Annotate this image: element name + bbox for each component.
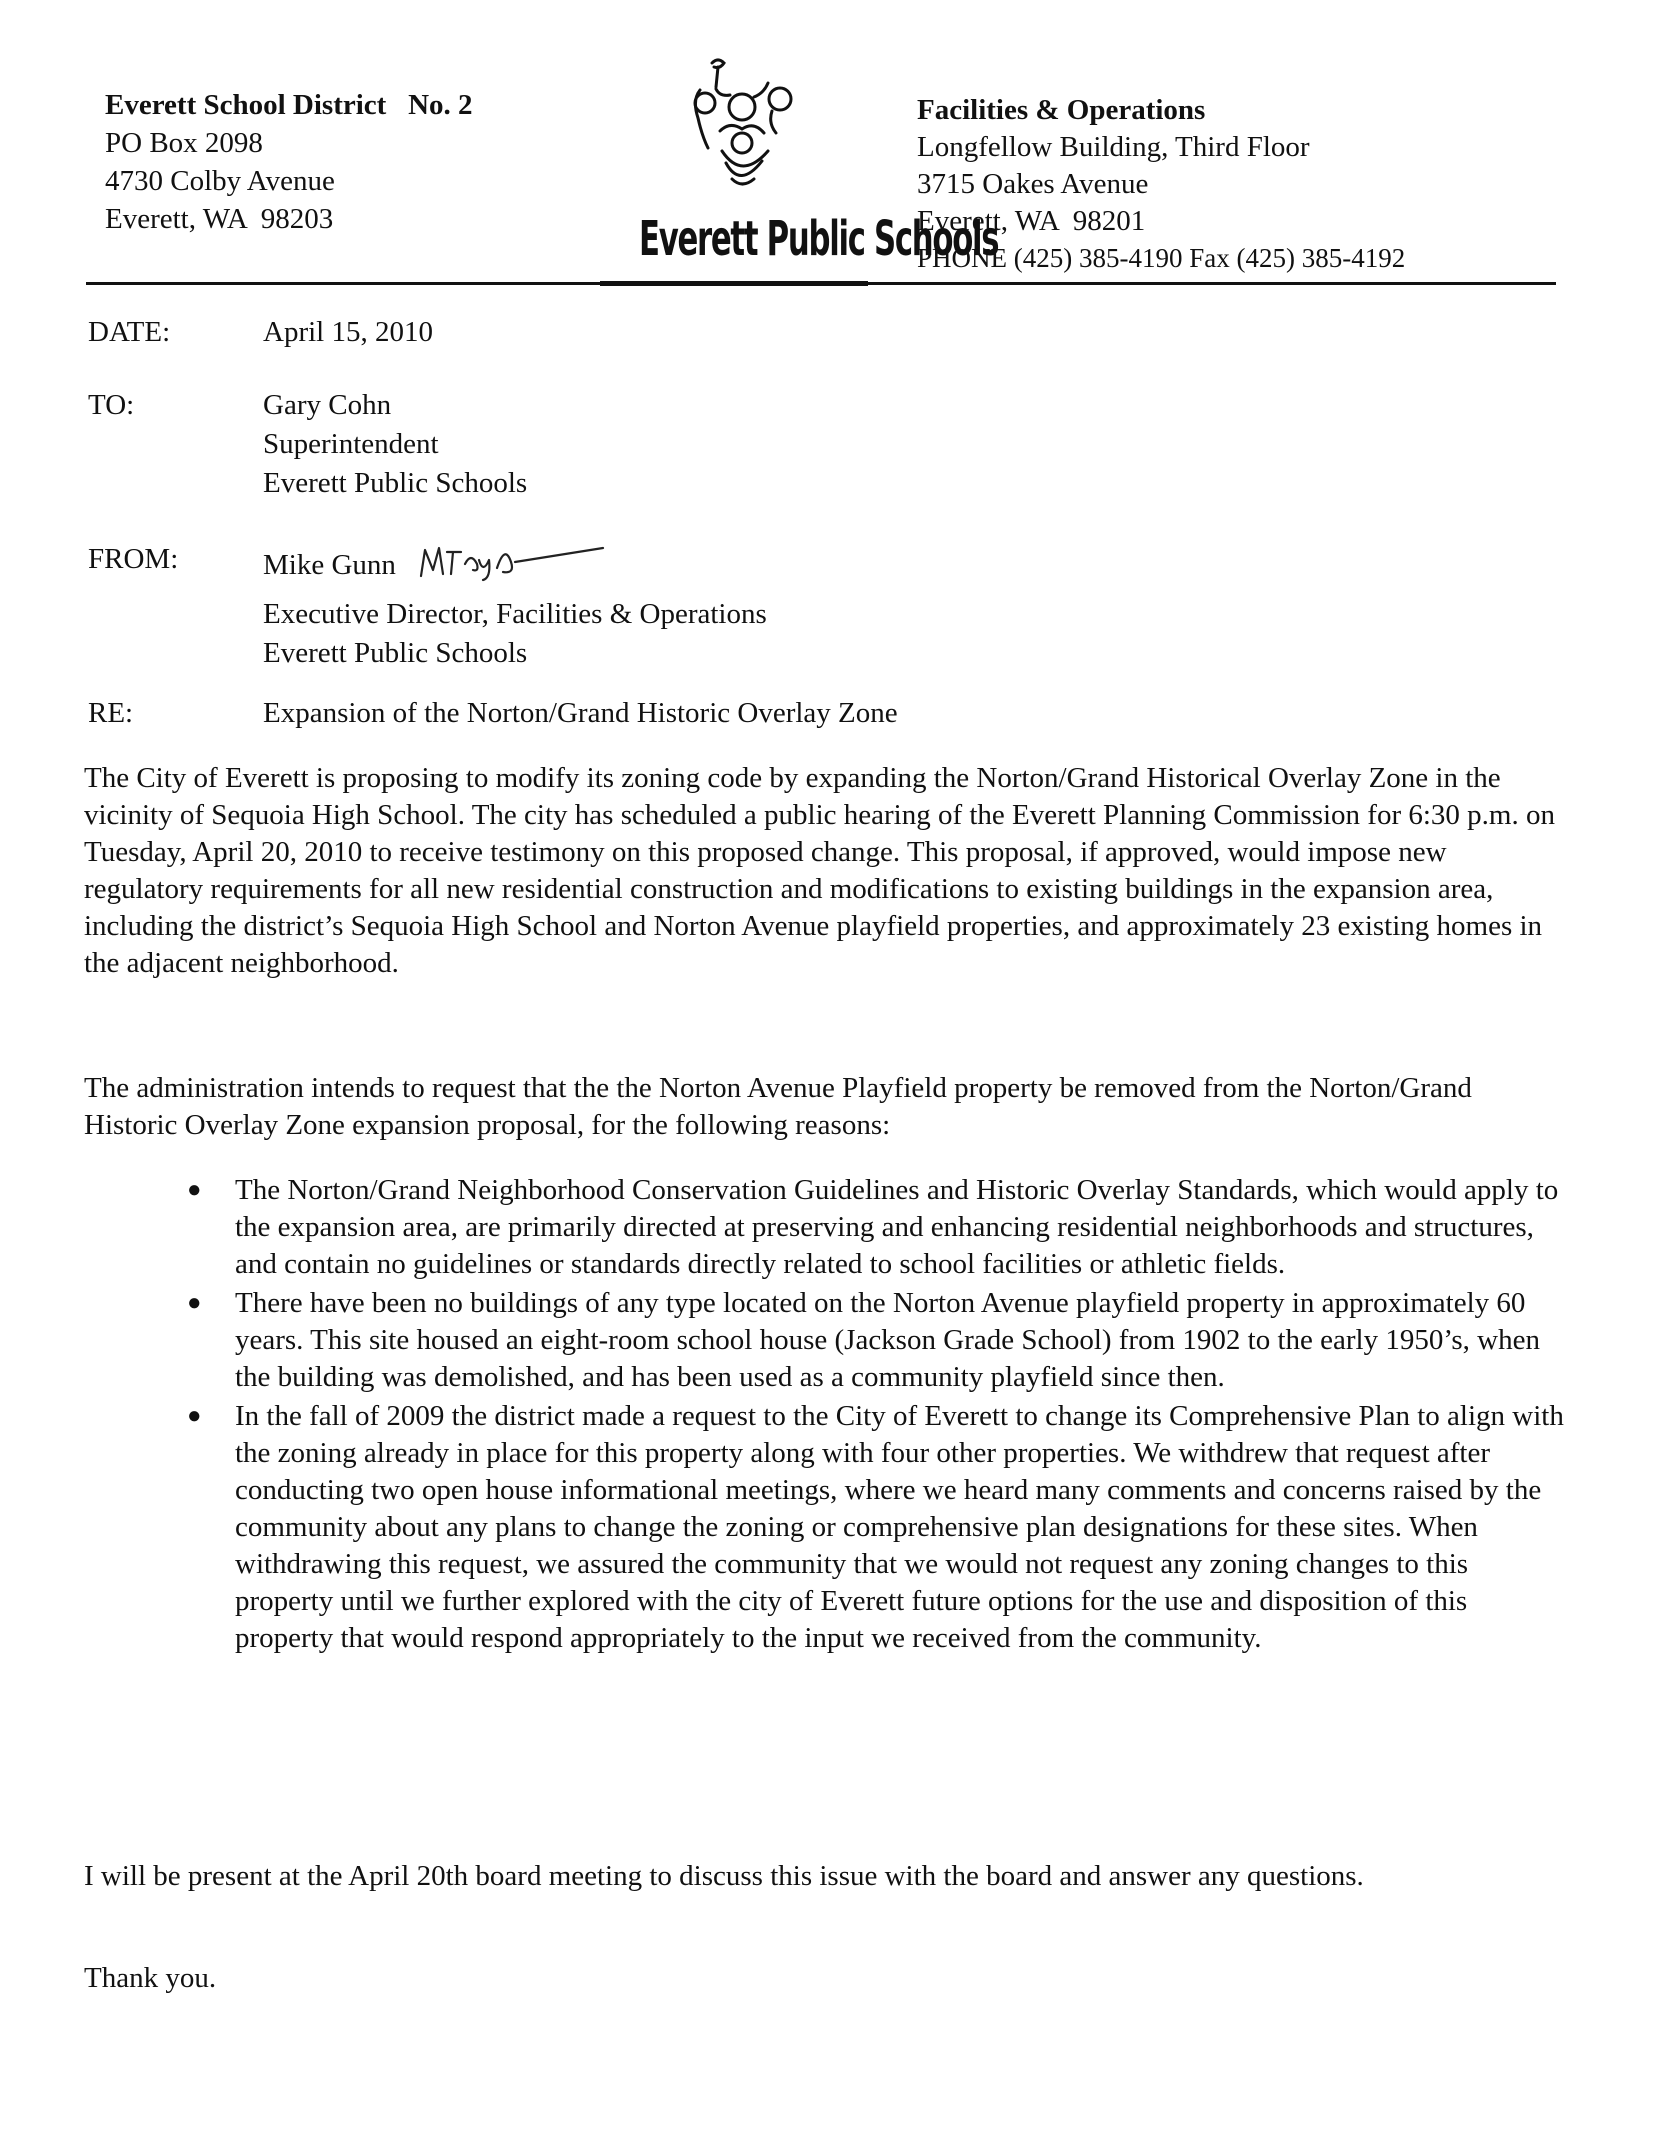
from-label: FROM:	[88, 543, 179, 575]
date-value: April 15, 2010	[263, 316, 433, 348]
district-name: Everett School District No. 2	[105, 89, 473, 121]
district-city: Everett, WA 98203	[105, 203, 334, 235]
re-value: Expansion of the Norton/Grand Historic Overlay Zone	[263, 697, 898, 729]
from-title: Executive Director, Facilities & Operations	[263, 598, 767, 630]
from-name-line	[263, 540, 1363, 595]
district-address-block	[105, 86, 473, 238]
department-address-block	[917, 92, 1557, 277]
to-name: Gary Cohn	[263, 389, 392, 421]
intro-paragraph: The City of Everett is proposing to modify its zoning code by expanding the Norton/Grand Historical Overlay Zone in the vicinity of Sequoia High School. The city has scheduled a public hearing of the Everett Planning Commission for 6:30 p.m. on Tuesday, April 20, 2010 to receive testimony on this proposed change. This proposal, if approved, would impose new regulatory requirements for all new residential construction and modifications to existing buildings in the expansion area, including the district’s Sequoia High School and Norton Avenue playfield properties, and approximately 23 existing homes in the adjacent neighborhood.	[84, 762, 1555, 979]
header-divider	[86, 282, 1556, 285]
bullet-icon: ●	[187, 1177, 202, 1203]
from-organization: Everett Public Schools	[263, 637, 528, 669]
date-label: DATE:	[88, 316, 171, 348]
signoff: Thank you.	[84, 1962, 217, 1994]
district-street: 4730 Colby Avenue	[105, 165, 335, 197]
closing-paragraph: I will be present at the April 20th board meeting to discuss this issue with the board and answer any questions.	[84, 1860, 1364, 1892]
bullet-icon: ●	[187, 1290, 202, 1316]
department-building: Longfellow Building, Third Floor	[917, 131, 1310, 163]
district-po-box: PO Box 2098	[105, 127, 263, 159]
from-value	[263, 540, 1363, 673]
department-city: Everett, WA 98201	[917, 205, 1146, 237]
bullet-icon: ●	[187, 1403, 202, 1429]
reason-text: There have been no buildings of any type located on the Norton Avenue playfield property in approximately 60 years. This site housed an eight-room school house (Jackson Grade School) from 1902 to the early 1950’s, when the building was demolished, and has been used as a community playfield since then.	[235, 1287, 1540, 1393]
re-label: RE:	[88, 697, 134, 729]
to-title: Superintendent	[263, 428, 439, 460]
from-name: Mike Gunn	[263, 549, 396, 582]
handwritten-signature	[417, 540, 607, 595]
reason-text: The Norton/Grand Neighborhood Conservation Guidelines and Historic Overlay Standards, which would apply to the expansion area, are primarily directed at preserving and enhancing residential neighborhoods and structures, and contain no guidelines or standards directly related to school facilities or athletic fields.	[235, 1174, 1559, 1280]
reasons-list	[150, 1172, 1570, 1659]
list-item	[150, 1172, 1570, 1283]
logo-wordmark: Everett Public Schools	[639, 211, 999, 267]
request-paragraph: The administration intends to request that the the Norton Avenue Playfield property be removed from the Norton/Grand Historic Overlay Zone expansion proposal, for the following reasons:	[84, 1072, 1472, 1141]
department-street: 3715 Oakes Avenue	[917, 168, 1149, 200]
department-phone-fax: PHONE (425) 385-4190 Fax (425) 385-4192	[917, 243, 1406, 273]
to-organization: Everett Public Schools	[263, 467, 528, 499]
department-name: Facilities & Operations	[917, 94, 1206, 126]
list-item	[150, 1398, 1570, 1657]
to-label: TO:	[88, 389, 135, 421]
district-logo	[585, 55, 999, 287]
list-item	[150, 1285, 1570, 1396]
reason-text: In the fall of 2009 the district made a request to the City of Everett to change its Comprehensive Plan to align with the zoning already in place for this property along with four other properties. We withdrew that request after conducting two open house informational meetings, where we heard many comments and concerns raised by the community about any plans to change the zoning or comprehensive plan designations for these sites. When withdrawing this request, we assured the community that we would not request any zoning changes to this property until we further explored with the city of Everett future options for the use and disposition of this property that would respond appropriately to the input we received from the community.	[235, 1400, 1564, 1654]
to-value	[263, 386, 1363, 503]
children-logo-icon	[660, 55, 810, 205]
